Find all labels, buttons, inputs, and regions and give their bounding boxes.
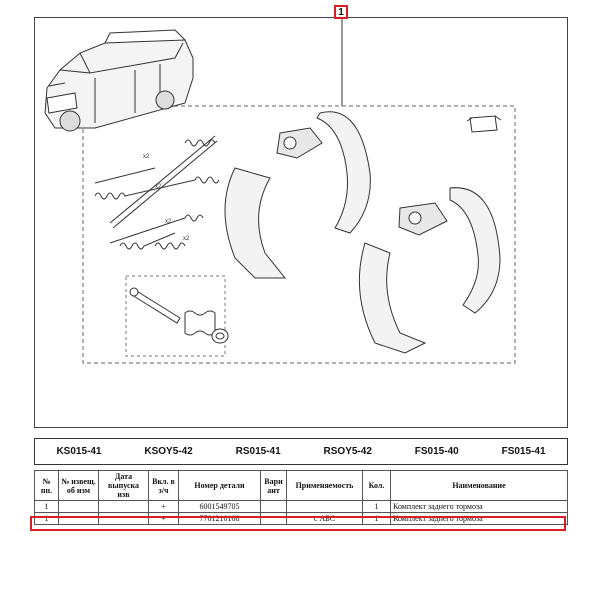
quantity: 1 — [363, 501, 391, 513]
spring-set-icon — [95, 136, 219, 249]
applicability: с АБС — [287, 513, 363, 525]
hold-down-pin-icon — [130, 288, 228, 343]
notice-date — [99, 501, 149, 513]
parts-table — [34, 470, 568, 525]
notice-number — [59, 501, 99, 513]
brake-shoe-left-icon — [225, 112, 370, 278]
part-number[interactable]: 7701210108 — [179, 513, 261, 525]
part-name: Комплект заднего тормоза — [391, 513, 568, 525]
brake-shoe-right-icon — [359, 188, 500, 353]
variant — [261, 513, 287, 525]
included-flag: + — [149, 513, 179, 525]
qty-label: x2 — [155, 184, 162, 190]
variant-code[interactable]: FS015-40 — [414, 446, 459, 457]
table-header-row — [35, 471, 568, 501]
column-header: Вкл. в з/ч — [149, 471, 179, 501]
variant-codes-bar — [34, 438, 568, 465]
applicability — [287, 501, 363, 513]
car-icon — [45, 30, 193, 131]
column-header: № извещ. об изм — [59, 471, 99, 501]
brake-kit-illustration — [35, 18, 569, 429]
variant-code[interactable]: RS015-41 — [235, 446, 281, 457]
qty-label: x2 — [143, 154, 150, 160]
parts-diagram — [34, 17, 568, 428]
variant-code[interactable]: KS015-41 — [56, 446, 102, 457]
quantity: 1 — [363, 513, 391, 525]
qty-label: x2 — [165, 219, 172, 225]
qty-label: x2 — [183, 236, 190, 242]
row-number: 1 — [35, 501, 59, 513]
variant — [261, 501, 287, 513]
part-number[interactable]: 6001549705 — [179, 501, 261, 513]
variant-code[interactable]: RSOY5-42 — [323, 446, 372, 457]
column-header: Вари ант — [261, 471, 287, 501]
notice-number — [59, 513, 99, 525]
column-header: Номер детали — [179, 471, 261, 501]
included-flag: + — [149, 501, 179, 513]
column-header: Наименование — [391, 471, 568, 501]
row-number: 1 — [35, 513, 59, 525]
column-header: Кол. — [363, 471, 391, 501]
table-row[interactable] — [35, 501, 568, 513]
part-name: Комплект заднего тормоза — [391, 501, 568, 513]
notice-date — [99, 513, 149, 525]
column-header: Дата выпуска изв — [99, 471, 149, 501]
column-header: Применяемость — [287, 471, 363, 501]
callout-number[interactable]: 1 — [334, 5, 348, 19]
table-row[interactable] — [35, 513, 568, 525]
variant-code[interactable]: KSOY5-42 — [144, 446, 193, 457]
variant-code[interactable]: FS015-41 — [501, 446, 546, 457]
column-header: № пп. — [35, 471, 59, 501]
grease-pack-icon — [467, 116, 501, 132]
